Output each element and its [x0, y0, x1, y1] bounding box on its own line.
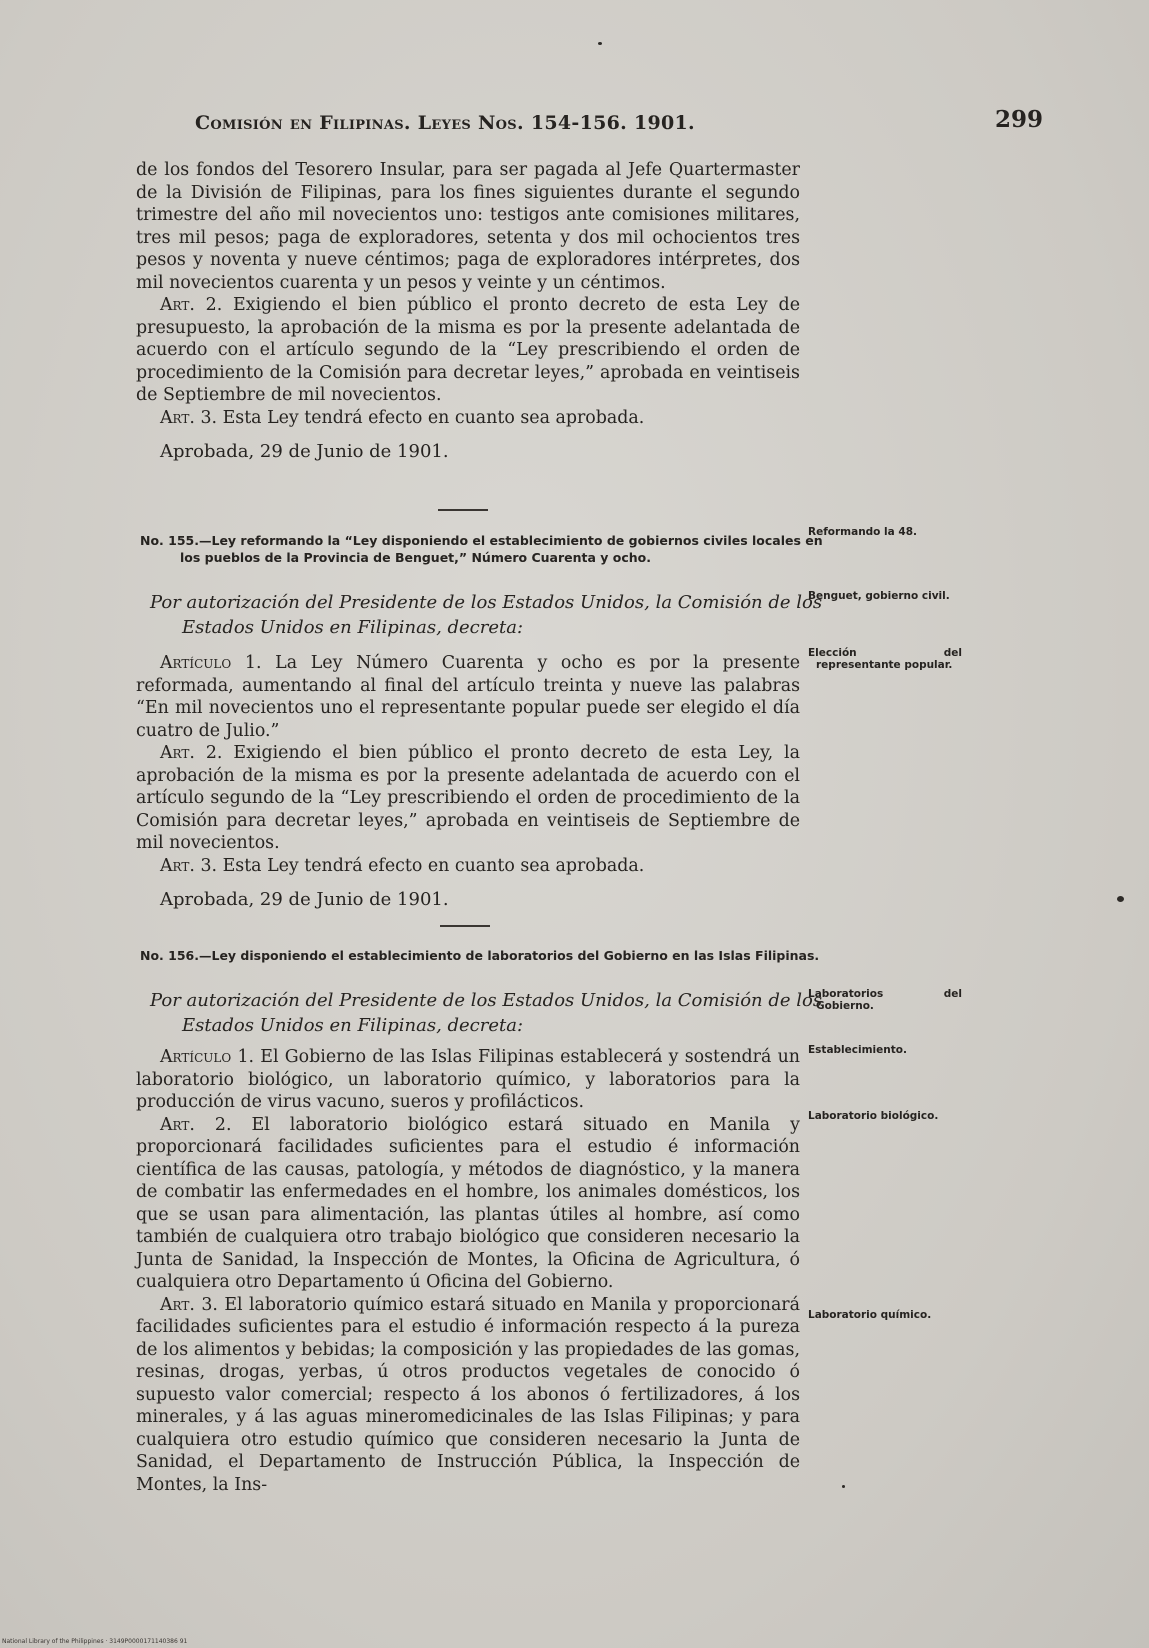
- article-label: Artículo 1.: [160, 653, 262, 673]
- article-text: Exigiendo el bien público el pronto decreto de esta Ley, la aprobación de la misma es por la presente adelantada de acuerdo con el artículo segundo de la “Ley prescribiendo el orden de procedimiento de la Comisión para decretar leyes,” aprobada en veintiseis de Septiembre de mil novecientos.: [136, 743, 800, 853]
- margin-note: Elección del representante popular.: [808, 647, 962, 671]
- article-label: Artículo 1.: [160, 1047, 255, 1067]
- article-label: Art. 2.: [160, 295, 223, 315]
- article-text: El laboratorio biológico estará situado en Manila y proporcionará facilidades suficientes para el estudio é información científica de las causas, patología, y métodos de diagnóstico, y la manera de combatir las enfermedades en el hombre, los animales domésticos, los que se usan para alimentación, las plantas útiles al hombre, así como también de cualquiera otro trabajo biológico que consideren necesario la Junta de Sanidad, la Inspección de Montes, la Oficina de Agricultura, ó cualquiera otro Departamento ú Oficina del Gobierno.: [136, 1114, 800, 1292]
- article-3: [136, 407, 800, 430]
- approval-date: Aprobada, 29 de Junio de 1901.: [160, 889, 449, 910]
- margin-note: Laboratorios del Gobierno.: [808, 988, 962, 1012]
- law-155-enacting-clause: Por autorización del Presidente de los Estados Unidos, la Comisión de los Estados Unidos en Filipinas, decreta:: [150, 592, 823, 638]
- section-divider: [438, 509, 488, 511]
- continuation-section: [136, 159, 800, 464]
- article-2: [136, 742, 800, 855]
- article-text: El Gobierno de las Islas Filipinas establecerá y sostendrá un laboratorio biológico, un laboratorio químico, y laboratorios para la producción de virus vacuno, sueros y profilácticos.: [136, 1047, 800, 1112]
- header-title: Comisión en Filipinas. Leyes Nos. 154-156. 1901.: [195, 112, 695, 134]
- law-156-body: [136, 1046, 800, 1496]
- article-label: Art. 3.: [160, 855, 218, 876]
- article-3: [136, 855, 800, 878]
- article-text: Esta Ley tendrá efecto en cuanto sea aprobada.: [217, 855, 645, 876]
- article-label: Art. 2.: [160, 743, 223, 763]
- margin-note: Reformando la 48.: [808, 526, 917, 538]
- article-label: Art. 3.: [160, 407, 218, 428]
- article-text: El laboratorio químico estará situado en Manila y proporcionará facilidades suficientes para el estudio é información respecto á la pureza de los alimentos y bebidas; la composición y las propiedades de las gomas, resinas, drogas, yerbas, ú otros productos vegetales de conocido ó supuesto valor comercial; respecto á los abonos ó fertilizadores, á los minerales, y á las aguas mineromedicinales de las Islas Filipinas; y para cualquiera otro estudio químico que consideren necesario la Junta de Sanidad, el Departamento de Instrucción Pública, la Inspección de Montes, la Ins-: [136, 1294, 800, 1495]
- section-divider: [440, 925, 490, 927]
- margin-note: Benguet, gobierno civil.: [808, 590, 950, 602]
- scan-footer: National Library of the Philippines · 3149P0000171140386 91: [2, 1638, 188, 1645]
- article-1: [136, 652, 800, 742]
- scan-speck: [1117, 896, 1124, 902]
- article-text: Exigiendo el bien público el pronto decreto de esta Ley de presupuesto, la aprobación de la misma es por la presente adelantada de acuerdo con el artículo segundo de la “Ley prescribiendo el orden de procedimiento de la Comisión para decretar leyes,” aprobada en veintiseis de Septiembre de mil novecientos.: [136, 295, 800, 405]
- article-1: [136, 1046, 800, 1114]
- article-2: [136, 1114, 800, 1294]
- article-text: Esta Ley tendrá efecto en cuanto sea aprobada.: [217, 407, 645, 428]
- law-156-title: No. 156.—Ley disponiendo el establecimiento de laboratorios del Gobierno en las Islas Filipinas.: [140, 948, 820, 963]
- law-156-enacting-clause: Por autorización del Presidente de los Estados Unidos, la Comisión de los Estados Unidos en Filipinas, decreta:: [150, 990, 823, 1036]
- article-text: La Ley Número Cuarenta y ocho es por la presente reformada, aumentando al final del artículo treinta y nueve las palabras “En mil novecientos uno el representante popular puede ser elegido el día cuatro de Julio.”: [136, 653, 800, 741]
- continuation-paragraph: de los fondos del Tesorero Insular, para ser pagada al Jefe Quartermaster de la División de Filipinas, para los fines siguientes durante el segundo trimestre del año mil novecientos uno: testigos ante comisiones militares, tres mil pesos; paga de exploradores, setenta y dos mil ochocientos tres pesos y noventa y nueve céntimos; paga de exploradores intérpretes, dos mil novecientos cuarenta y un pesos y veinte y un céntimos.: [136, 160, 800, 293]
- scan-speck: [842, 1485, 845, 1488]
- article-label: Art. 2.: [160, 1114, 232, 1135]
- article-2: [136, 294, 800, 407]
- margin-note: Establecimiento.: [808, 1044, 907, 1056]
- article-3: [136, 1294, 800, 1497]
- page-number: 299: [995, 106, 1044, 133]
- margin-note: Laboratorio químico.: [808, 1309, 932, 1321]
- article-label: Art. 3.: [160, 1294, 218, 1315]
- approval-date: Aprobada, 29 de Junio de 1901.: [160, 441, 449, 462]
- law-155-body: [136, 652, 800, 912]
- running-header: [195, 112, 975, 134]
- margin-note: Laboratorio biológico.: [808, 1110, 939, 1122]
- law-155-title: No. 155.—Ley reformando la “Ley disponiendo el establecimiento de gobiernos civiles locales en los pueblos de la Provincia de Benguet,” Número Cuarenta y ocho.: [140, 533, 823, 565]
- scan-speck: [598, 42, 602, 45]
